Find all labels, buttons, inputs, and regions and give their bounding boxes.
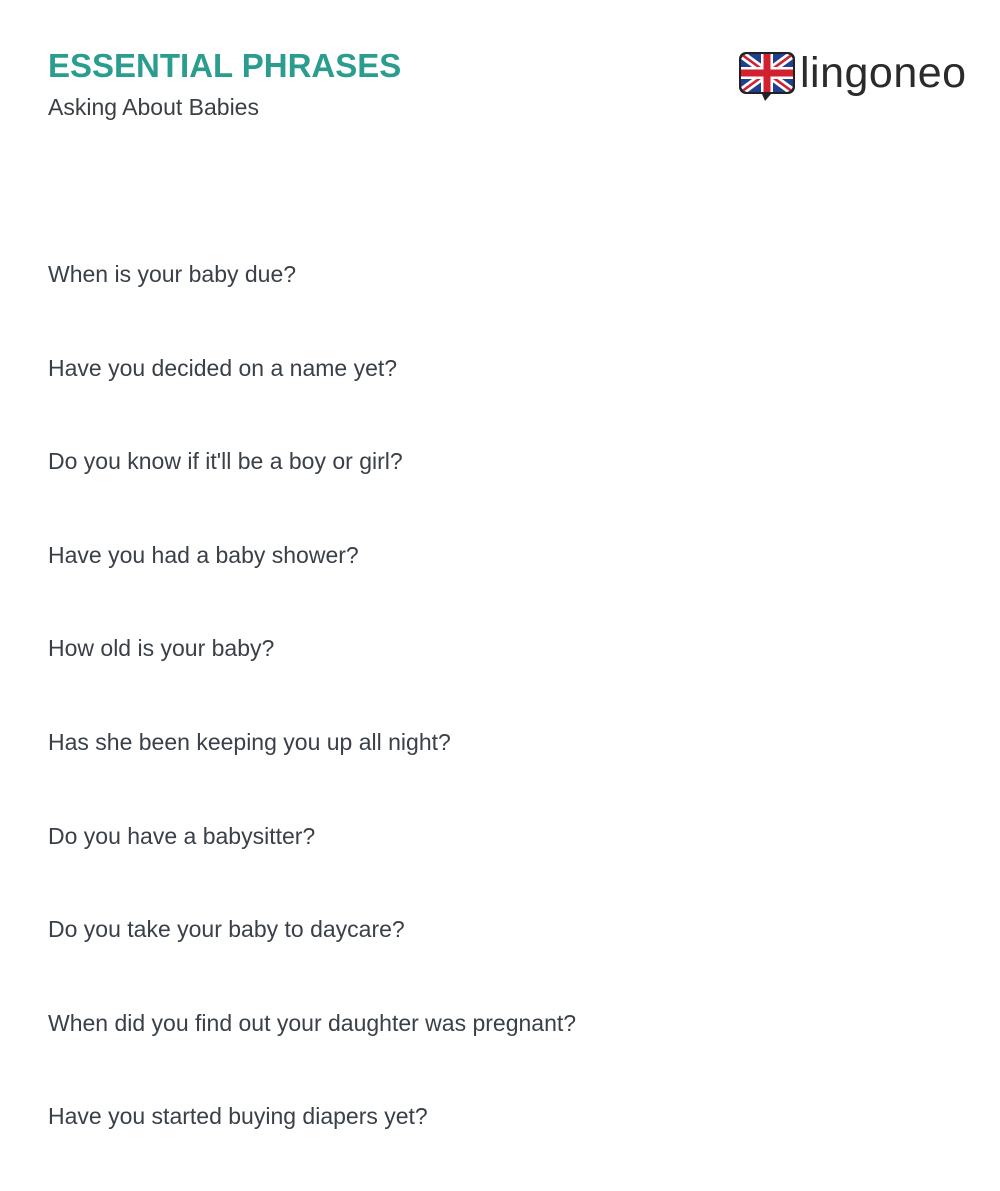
phrase-item: Do you have a babysitter? xyxy=(48,822,316,849)
phrase-item: When did you find out your daughter was pregnant? xyxy=(48,1009,577,1036)
phrase-item: Have you decided on a name yet? xyxy=(48,354,398,381)
page-title: ESSENTIAL PHRASES xyxy=(48,47,402,84)
phrase-item: Have you had a baby shower? xyxy=(48,541,359,568)
phrase-item: Have you started buying diapers yet? xyxy=(48,1103,428,1130)
phrase-item: When is your baby due? xyxy=(48,261,297,287)
phrase-item: Has she been keeping you up all night? xyxy=(48,728,451,755)
phrase-item: Do you take your baby to daycare? xyxy=(48,916,405,943)
page-subtitle: Asking About Babies xyxy=(48,94,259,120)
phrase-list xyxy=(48,255,576,1191)
phrase-item: Do you know if it'll be a boy or girl? xyxy=(48,448,403,475)
lingoneo-logo xyxy=(738,49,967,105)
uk-flag-speech-bubble-icon xyxy=(738,51,796,103)
phrase-item: How old is your baby? xyxy=(48,635,275,662)
logo-wordmark: lingoneo xyxy=(800,49,967,97)
